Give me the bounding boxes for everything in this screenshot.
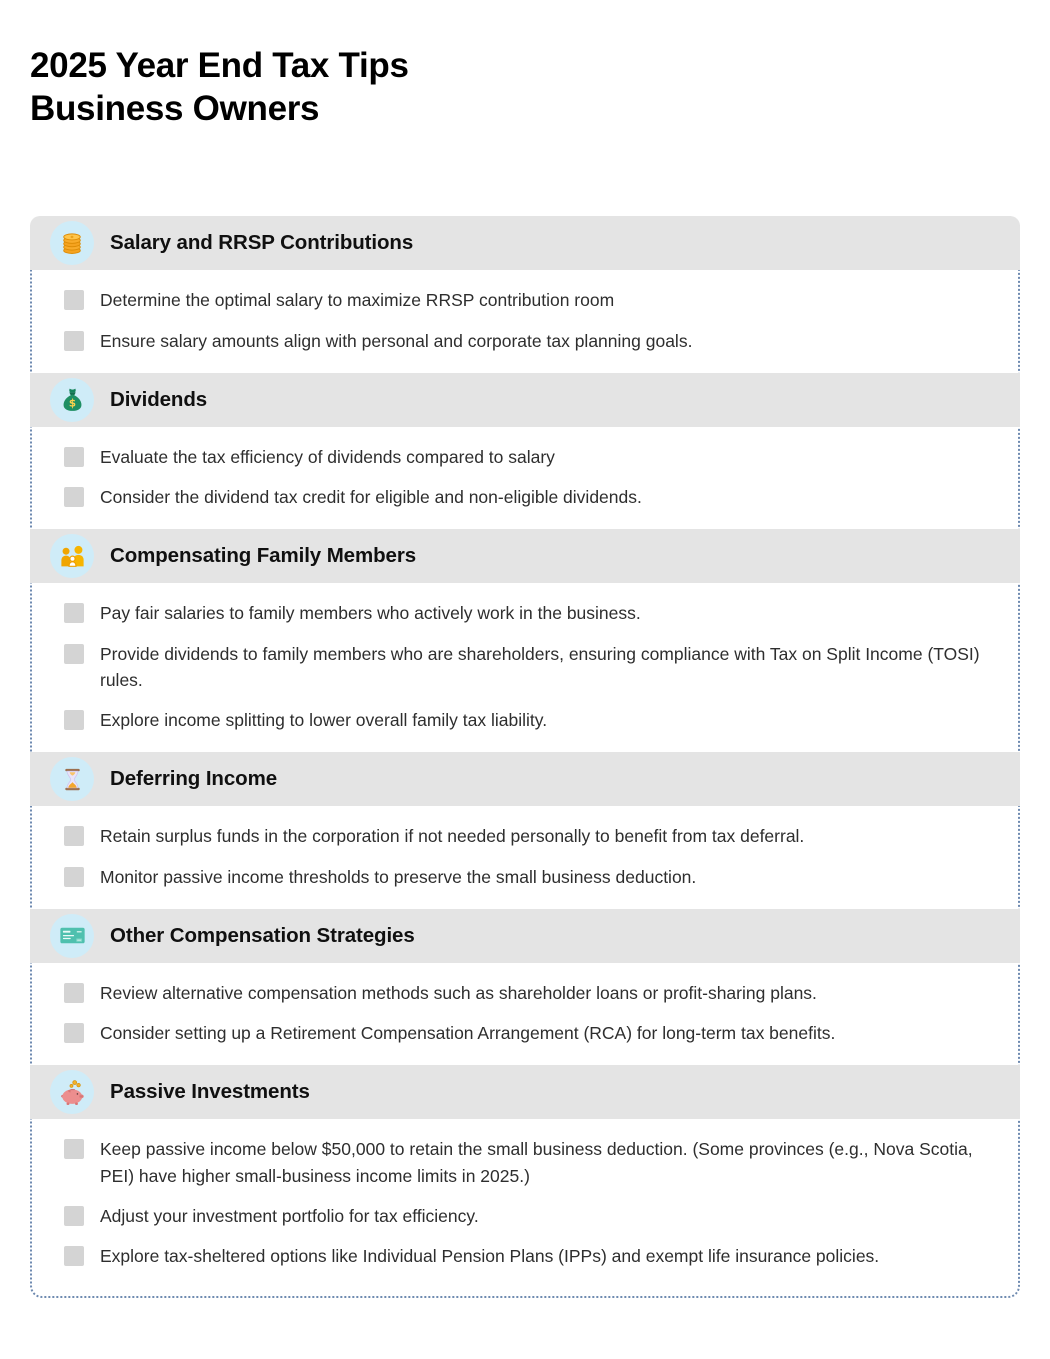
page-title-line1: 2025 Year End Tax Tips bbox=[30, 46, 409, 85]
checkbox[interactable] bbox=[64, 603, 84, 623]
section-header bbox=[30, 373, 1020, 427]
section-header bbox=[30, 1065, 1020, 1119]
checklist-sections bbox=[30, 216, 1020, 1298]
checklist-item bbox=[64, 280, 990, 320]
checklist-item bbox=[64, 593, 990, 633]
checklist-item-text: Explore tax-sheltered options like Individual Pension Plans (IPPs) and exempt life insurance policies. bbox=[100, 1246, 880, 1267]
piggy-bank-icon bbox=[50, 1070, 94, 1114]
page-title-line2: Business Owners bbox=[30, 88, 320, 128]
checklist-item-text: Monitor passive income thresholds to preserve the small business deduction. bbox=[100, 866, 697, 887]
money-bag-icon bbox=[50, 378, 94, 422]
checklist-item bbox=[64, 477, 990, 517]
section-title: Compensating Family Members bbox=[110, 544, 417, 568]
page-title bbox=[30, 45, 1020, 130]
section bbox=[30, 1065, 1020, 1298]
checklist-item-text: Retain surplus funds in the corporation if not needed personally to benefit from tax deferral. bbox=[100, 826, 805, 847]
checkbox[interactable] bbox=[64, 867, 84, 887]
checkbox[interactable] bbox=[64, 1023, 84, 1043]
checklist-item-text: Evaluate the tax efficiency of dividends compared to salary bbox=[100, 446, 555, 467]
section-items bbox=[30, 270, 1020, 373]
checklist-item bbox=[64, 321, 990, 361]
cheque-icon bbox=[50, 914, 94, 958]
checkbox[interactable] bbox=[64, 1139, 84, 1159]
section-title: Salary and RRSP Contributions bbox=[110, 231, 414, 255]
checkbox[interactable] bbox=[64, 1246, 84, 1266]
checklist-item bbox=[64, 816, 990, 856]
checklist-panel bbox=[30, 216, 1020, 1298]
checklist-item bbox=[64, 700, 990, 740]
coin-stack-icon bbox=[50, 221, 94, 265]
checklist-item-text: Consider setting up a Retirement Compensation Arrangement (RCA) for long-term tax benefits. bbox=[100, 1023, 836, 1044]
section-items bbox=[30, 1119, 1020, 1298]
checklist-item-text: Determine the optimal salary to maximize RRSP contribution room bbox=[100, 290, 615, 311]
checklist-item bbox=[64, 634, 990, 701]
section-items bbox=[30, 806, 1020, 909]
checkbox[interactable] bbox=[64, 290, 84, 310]
section-items bbox=[30, 427, 1020, 530]
section-header bbox=[30, 216, 1020, 270]
checkbox[interactable] bbox=[64, 447, 84, 467]
section-title: Other Compensation Strategies bbox=[110, 923, 415, 947]
checklist-item bbox=[64, 437, 990, 477]
checkbox[interactable] bbox=[64, 826, 84, 846]
section-title: Dividends bbox=[110, 387, 208, 411]
checklist-item bbox=[64, 1013, 990, 1053]
checklist-item-text: Adjust your investment portfolio for tax efficiency. bbox=[100, 1205, 479, 1226]
checklist-item bbox=[64, 1236, 990, 1276]
family-icon bbox=[50, 534, 94, 578]
section bbox=[30, 909, 1020, 1066]
section bbox=[30, 216, 1020, 373]
section-items bbox=[30, 583, 1020, 752]
checklist-item-text: Provide dividends to family members who are shareholders, ensuring compliance with Tax on Split Income (TOSI) rules. bbox=[100, 643, 980, 690]
svg-text:$: $ bbox=[68, 397, 76, 410]
checkbox[interactable] bbox=[64, 710, 84, 730]
checkbox[interactable] bbox=[64, 331, 84, 351]
checklist-item-text: Ensure salary amounts align with personal and corporate tax planning goals. bbox=[100, 330, 693, 351]
checklist-item-text: Review alternative compensation methods such as shareholder loans or profit-sharing plans. bbox=[100, 982, 817, 1003]
section-header bbox=[30, 909, 1020, 963]
checkbox[interactable] bbox=[64, 644, 84, 664]
section-title: Deferring Income bbox=[110, 767, 277, 791]
section bbox=[30, 752, 1020, 909]
checklist-item bbox=[64, 857, 990, 897]
checklist-item bbox=[64, 973, 990, 1013]
section-items bbox=[30, 963, 1020, 1066]
hourglass-icon bbox=[50, 757, 94, 801]
checklist-item-text: Consider the dividend tax credit for eligible and non-eligible dividends. bbox=[100, 487, 642, 508]
section bbox=[30, 373, 1020, 530]
checklist-item bbox=[64, 1196, 990, 1236]
section bbox=[30, 529, 1020, 752]
section-title: Passive Investments bbox=[110, 1080, 310, 1104]
checklist-item-text: Explore income splitting to lower overall family tax liability. bbox=[100, 710, 548, 731]
checkbox[interactable] bbox=[64, 1206, 84, 1226]
section-header bbox=[30, 752, 1020, 806]
section-header bbox=[30, 529, 1020, 583]
checklist-item-text: Keep passive income below $50,000 to retain the small business deduction. (Some provinces (e.g., Nova Scotia, PEI) have higher small-business income limits in 2025.) bbox=[100, 1139, 973, 1186]
checklist-item bbox=[64, 1129, 990, 1196]
checkbox[interactable] bbox=[64, 487, 84, 507]
checkbox[interactable] bbox=[64, 983, 84, 1003]
checklist-item-text: Pay fair salaries to family members who actively work in the business. bbox=[100, 603, 641, 624]
